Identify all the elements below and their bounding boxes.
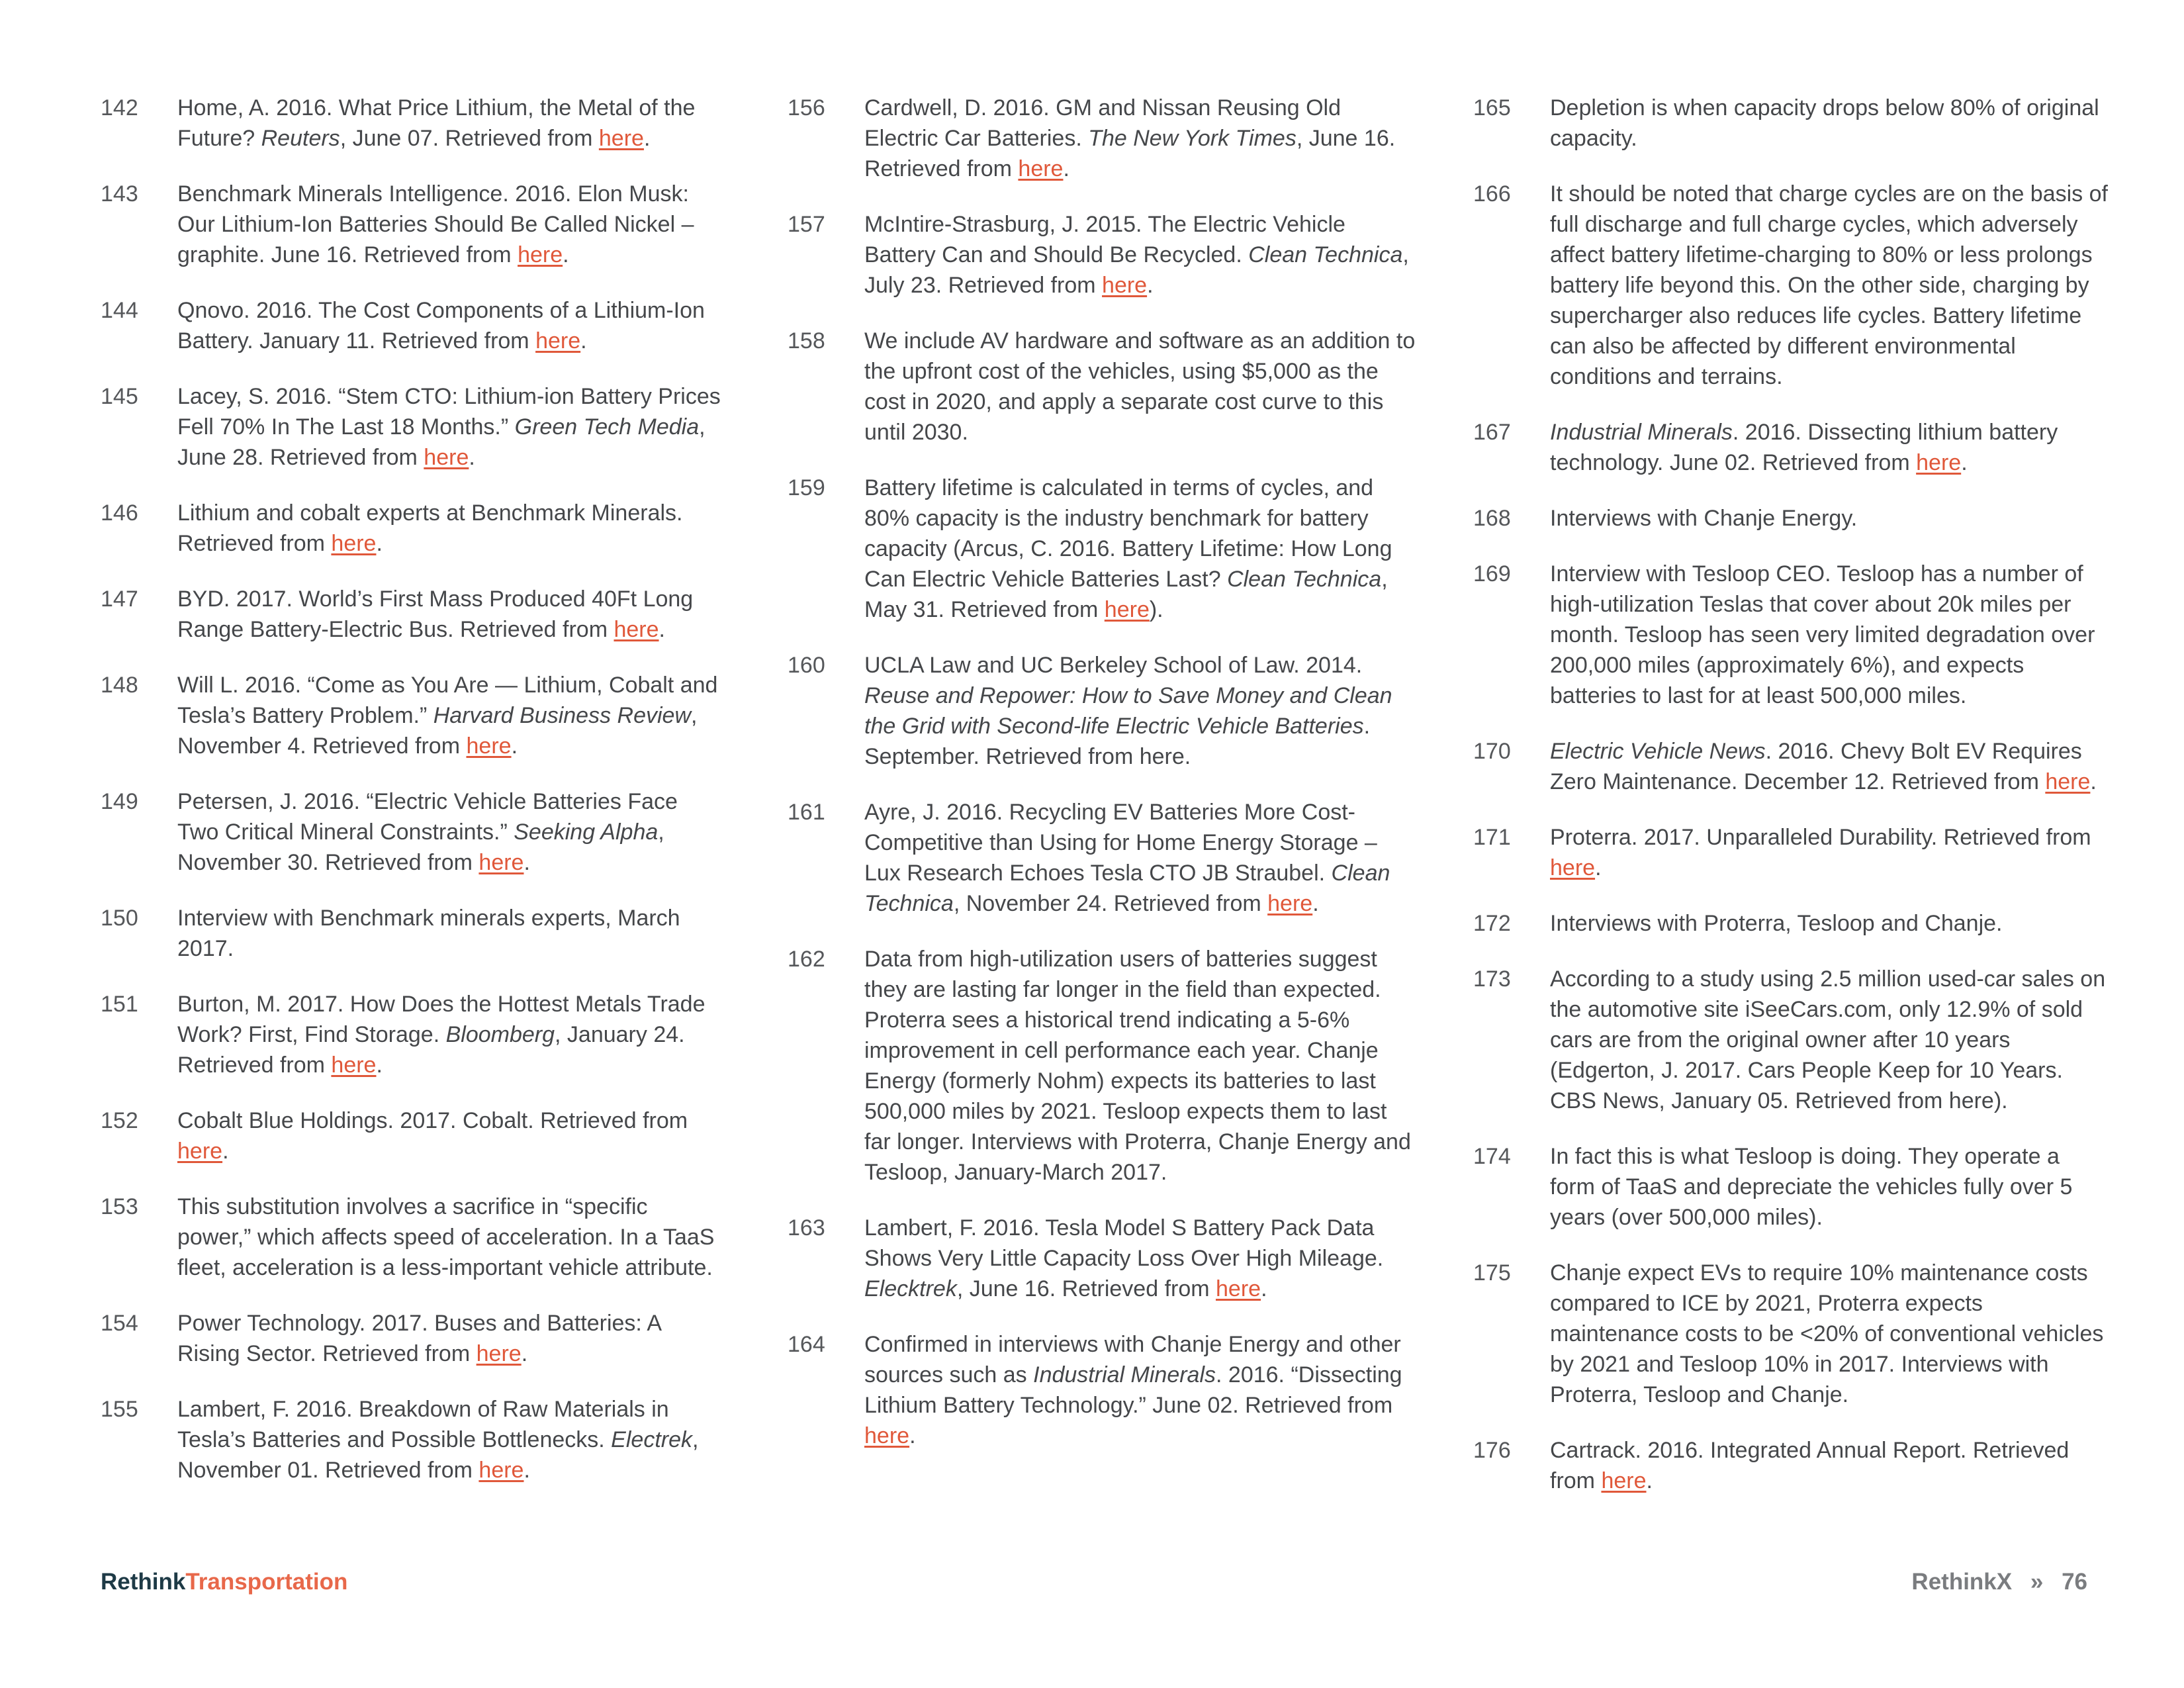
endnote-text [864, 944, 1416, 1188]
publication-title: The New York Times [1088, 126, 1297, 151]
note-text: , November 01. Retrieved from [177, 1427, 699, 1483]
note-text: Confirmed in interviews with Chanje Energy and other sources such as [864, 1332, 1401, 1387]
endnote-174 [1473, 1141, 2109, 1233]
note-text: ). [1149, 597, 1163, 622]
note-text: . [2090, 769, 2097, 794]
endnote-text [864, 1213, 1416, 1304]
endnote-text [864, 650, 1416, 772]
publication-title: Industrial Minerals [1550, 420, 1733, 445]
note-text: UCLA Law and UC Berkeley School of Law. 2014. [864, 653, 1363, 678]
reference-link[interactable]: here [1102, 273, 1148, 298]
endnote-149 [101, 786, 723, 878]
note-text: , June 28. Retrieved from [177, 414, 705, 470]
endnote-155 [101, 1394, 723, 1485]
endnote-157 [788, 209, 1416, 301]
endnote-text [1550, 93, 2109, 154]
reference-link[interactable]: here [2045, 769, 2091, 794]
reference-link[interactable]: here [331, 531, 377, 556]
note-text: , June 07. Retrieved from [340, 126, 599, 151]
endnote-text [177, 1308, 723, 1369]
endnote-163 [788, 1213, 1416, 1304]
endnote-number: 166 [1473, 181, 1511, 207]
endnote-166 [1473, 179, 2109, 392]
endnote-text [177, 498, 723, 559]
note-text: Lacey, S. 2016. “Stem CTO: Lithium-ion Battery Prices Fell 70% In The Last 18 Months.” [177, 384, 721, 440]
note-text: . [1147, 273, 1154, 298]
endnote-number: 169 [1473, 561, 1511, 586]
endnote-number: 154 [101, 1311, 138, 1336]
reference-link[interactable]: here [1550, 855, 1596, 880]
note-text: Burton, M. 2017. How Does the Hottest Metals Trade Work? First, Find Storage. [177, 992, 705, 1047]
endnote-159 [788, 473, 1416, 625]
note-text: . 2016. “Dissecting Lithium Battery Technology.” June 02. Retrieved from [864, 1362, 1402, 1418]
reference-link[interactable]: here [1018, 156, 1064, 181]
note-text: Interview with Tesloop CEO. Tesloop has a number of high-utilization Teslas that cover about 20k miles per month. Tesloop has seen very limited degradation over 200,000 miles (approximately 6%), and expects batteries to last for at least 500,000 miles. [1550, 561, 2095, 708]
note-text: , June 16. Retrieved from [956, 1276, 1216, 1301]
note-text: . September. Retrieved from here. [864, 714, 1371, 769]
endnote-number: 162 [788, 947, 825, 972]
page-number: 76 [2062, 1569, 2087, 1595]
endnote-173 [1473, 964, 2109, 1116]
endnote-text [1550, 179, 2109, 392]
endnote-number: 158 [788, 328, 825, 353]
note-text: Will L. 2016. “Come as You Are — Lithium, Cobalt and Tesla’s Battery Problem.” [177, 673, 718, 728]
publisher-name: RethinkX [1911, 1569, 2013, 1595]
endnote-number: 150 [101, 906, 138, 931]
endnote-154 [101, 1308, 723, 1369]
endnote-151 [101, 989, 723, 1080]
endnote-number: 143 [101, 181, 138, 207]
endnote-number: 170 [1473, 739, 1511, 764]
note-text: , June 16. Retrieved from [864, 126, 1396, 181]
note-text: Ayre, J. 2016. Recycling EV Batteries More Cost-Competitive than Using for Home Energy Storage – Lux Research Echoes Tesla CTO JB Straubel. [864, 800, 1377, 886]
brand-rethink: Rethink [101, 1569, 186, 1595]
endnote-143 [101, 179, 723, 270]
note-text: . [222, 1139, 229, 1164]
endnote-text [177, 989, 723, 1080]
note-text: Cartrack. 2016. Integrated Annual Report. Retrieved from [1550, 1438, 2070, 1493]
endnote-164 [788, 1329, 1416, 1451]
endnote-text [1550, 822, 2109, 883]
reference-link[interactable]: here [424, 445, 469, 470]
endnote-160 [788, 650, 1416, 772]
endnote-number: 159 [788, 475, 825, 500]
reference-link[interactable]: here [476, 1341, 522, 1366]
endnote-176 [1473, 1435, 2109, 1496]
note-text: Interviews with Proterra, Tesloop and Chanje. [1550, 911, 2003, 936]
endnote-text [177, 381, 723, 473]
reference-link[interactable]: here [864, 1423, 910, 1448]
note-text: Depletion is when capacity drops below 80% of original capacity. [1550, 95, 2099, 151]
endnote-number: 163 [788, 1215, 825, 1241]
endnote-text [177, 670, 723, 761]
reference-link[interactable]: here [1916, 450, 1962, 475]
endnote-number: 156 [788, 95, 825, 120]
note-text: Cobalt Blue Holdings. 2017. Cobalt. Retrieved from [177, 1108, 688, 1133]
endnote-146 [101, 498, 723, 559]
publication-title: Clean Technica [1248, 242, 1403, 267]
endnote-text [177, 1105, 723, 1166]
note-text: Benchmark Minerals Intelligence. 2016. Elon Musk: Our Lithium-Ion Batteries Should Be Called Nickel –graphite. June 16. Retrieved from [177, 181, 694, 267]
endnote-text [177, 903, 723, 964]
endnote-number: 145 [101, 384, 138, 409]
publication-title: Electric Vehicle News [1550, 739, 1766, 764]
note-text: . [909, 1423, 916, 1448]
note-text: It should be noted that charge cycles are on the basis of full discharge and full charge cycles, which adversely affect battery lifetime-charging to 80% or less prolongs battery life beyond this. On the other side, charging by supercharger also reduces life cycles. Battery lifetime can also be affected by different environmental conditions and terrains. [1550, 181, 2108, 389]
endnote-text [864, 93, 1416, 184]
note-text: Battery lifetime is calculated in terms of cycles, and 80% capacity is the industry benchmark for battery capacity (Arcus, C. 2016. Battery Lifetime: How Long Can Electric Vehicle Batteries Last? [864, 475, 1392, 592]
notes-column-3 [1473, 93, 2109, 1521]
publication-title: Harvard Business Review [433, 703, 691, 728]
note-text: In fact this is what Tesloop is doing. They operate a form of TaaS and depreciate the vehicles fully over 5 years (over 500,000 miles). [1550, 1144, 2073, 1230]
endnote-number: 164 [788, 1332, 825, 1357]
endnote-147 [101, 584, 723, 645]
reference-link[interactable]: here [598, 126, 644, 151]
endnote-142 [101, 93, 723, 154]
endnote-number: 146 [101, 500, 138, 526]
publication-title: Reuters [261, 126, 340, 151]
endnote-number: 152 [101, 1108, 138, 1133]
note-text: Lambert, F. 2016. Breakdown of Raw Materials in Tesla’s Batteries and Possible Bottlenecks. [177, 1397, 669, 1452]
note-text: . [580, 328, 587, 353]
endnote-text [177, 1394, 723, 1485]
note-text: . [511, 733, 518, 759]
publication-title: Industrial Minerals [1033, 1362, 1216, 1387]
endnote-168 [1473, 503, 2109, 534]
reference-link[interactable]: here [518, 242, 563, 267]
note-text: . [659, 617, 665, 642]
endnote-text [1550, 1141, 2109, 1233]
publication-title: Reuse and Repower: How to Save Money and Clean the Grid with Second-life Electric Vehicle Batteries [864, 683, 1392, 739]
note-text: , July 23. Retrieved from [864, 242, 1409, 298]
note-text: McIntire-Strasburg, J. 2015. The Electric Vehicle Battery Can and Should Be Recycled. [864, 212, 1345, 267]
endnote-172 [1473, 908, 2109, 939]
endnote-text [1550, 908, 2109, 939]
note-text: . [376, 531, 383, 556]
note-text: . 2016. Dissecting lithium battery technology. June 02. Retrieved from [1550, 420, 2058, 475]
endnote-text [1550, 417, 2109, 478]
endnote-171 [1473, 822, 2109, 883]
endnote-text [177, 93, 723, 154]
endnote-150 [101, 903, 723, 964]
endnote-161 [788, 797, 1416, 919]
endnote-number: 144 [101, 298, 138, 323]
note-text: . [1646, 1468, 1653, 1493]
endnote-number: 174 [1473, 1144, 1511, 1169]
endnote-text [177, 295, 723, 356]
endnote-text [1550, 1435, 2109, 1496]
note-text: Power Technology. 2017. Buses and Batteries: A Rising Sector. Retrieved from [177, 1311, 661, 1366]
reference-link[interactable]: here [1216, 1276, 1261, 1301]
note-text: This substitution involves a sacrifice in “specific power,” which affects speed of acceleration. In a TaaS fleet, acceleration is a less-important vehicle attribute. [177, 1194, 715, 1280]
footer-separator: » [2030, 1569, 2044, 1595]
endnote-text [177, 179, 723, 270]
endnote-text [864, 1329, 1416, 1451]
note-text: . [523, 1458, 530, 1483]
endnote-text [177, 584, 723, 645]
endnote-text [864, 209, 1416, 301]
endnote-number: 176 [1473, 1438, 1511, 1463]
note-text: Interview with Benchmark minerals experts, March 2017. [177, 906, 680, 961]
endnote-167 [1473, 417, 2109, 478]
endnote-text [1550, 559, 2109, 711]
note-text: , May 31. Retrieved from [864, 567, 1388, 622]
endnote-text [177, 1192, 723, 1283]
endnote-158 [788, 326, 1416, 447]
endnote-number: 165 [1473, 95, 1511, 120]
notes-column-1 [101, 93, 723, 1511]
note-text: . [643, 126, 651, 151]
endnote-number: 151 [101, 992, 138, 1017]
note-text: Home, A. 2016. What Price Lithium, the Metal of the Future? [177, 95, 696, 151]
note-text: . [1261, 1276, 1267, 1301]
endnote-156 [788, 93, 1416, 184]
reference-link[interactable]: here [466, 733, 512, 759]
note-text: Interviews with Chanje Energy. [1550, 506, 1858, 531]
note-text: Cardwell, D. 2016. GM and Nissan Reusing Old Electric Car Batteries. [864, 95, 1341, 151]
endnote-145 [101, 381, 723, 473]
endnote-number: 171 [1473, 825, 1511, 850]
reference-link[interactable]: here [535, 328, 581, 353]
note-text: , January 24. Retrieved from [177, 1022, 685, 1078]
endnote-number: 155 [101, 1397, 138, 1422]
endnote-number: 175 [1473, 1260, 1511, 1286]
note-text: Chanje expect EVs to require 10% maintenance costs compared to ICE by 2021, Proterra expects maintenance costs to be <20% of conventional vehicles by 2021 and Tesloop 10% in 2017. Interviews with Proterra, Tesloop and Chanje. [1550, 1260, 2104, 1407]
endnote-165 [1473, 93, 2109, 154]
endnote-number: 173 [1473, 966, 1511, 992]
endnote-153 [101, 1192, 723, 1283]
note-text: , November 4. Retrieved from [177, 703, 698, 759]
endnote-number: 172 [1473, 911, 1511, 936]
note-text: . [376, 1053, 383, 1078]
footer-page-info [1899, 1568, 2087, 1597]
reference-link[interactable]: here [478, 1458, 524, 1483]
endnote-number: 147 [101, 586, 138, 612]
reference-link[interactable]: here [1104, 597, 1150, 622]
note-text: Proterra. 2017. Unparalleled Durability. Retrieved from [1550, 825, 2091, 850]
note-text: , November 30. Retrieved from [177, 820, 664, 875]
note-text: . [469, 445, 475, 470]
reference-link[interactable]: here [1267, 891, 1313, 916]
endnote-169 [1473, 559, 2109, 711]
note-text: Petersen, J. 2016. “Electric Vehicle Batteries Face Two Critical Mineral Constraints.” [177, 789, 678, 845]
note-text: Qnovo. 2016. The Cost Components of a Lithium-Ion Battery. January 11. Retrieved from [177, 298, 705, 353]
publication-title: Clean Technica [1227, 567, 1382, 592]
note-text: . [1063, 156, 1069, 181]
endnote-text [1550, 503, 2109, 534]
endnote-number: 168 [1473, 506, 1511, 531]
footer-brand [101, 1568, 347, 1597]
publication-title: Electrek [611, 1427, 692, 1452]
brand-transportation: Transportation [185, 1569, 348, 1595]
endnote-number: 148 [101, 673, 138, 698]
note-text: BYD. 2017. World’s First Mass Produced 40Ft Long Range Battery-Electric Bus. Retrieved from [177, 586, 694, 642]
reference-link[interactable]: here [1601, 1468, 1647, 1493]
publication-title: Green Tech Media [514, 414, 700, 440]
note-text: . [521, 1341, 528, 1366]
endnote-number: 153 [101, 1194, 138, 1219]
note-text: We include AV hardware and software as an addition to the upfront cost of the vehicles, using $5,000 as the cost in 2020, and apply a separate cost curve to this until 2030. [864, 328, 1416, 445]
note-text: . [1961, 450, 1968, 475]
endnote-number: 149 [101, 789, 138, 814]
reference-link[interactable]: here [331, 1053, 377, 1078]
publication-title: Elecktrek [864, 1276, 957, 1301]
note-text: According to a study using 2.5 million used-car sales on the automotive site iSeeCars.com, only 12.9% of sold cars are from the original owner after 10 years (Edgerton, J. 2017. Cars People Keep for 10 Years. CBS News, January 05. Retrieved from here). [1550, 966, 2106, 1113]
endnote-text [1550, 736, 2109, 797]
endnote-number: 160 [788, 653, 825, 678]
endnote-number: 161 [788, 800, 825, 825]
endnote-number: 167 [1473, 420, 1511, 445]
endnote-text [864, 326, 1416, 447]
reference-link[interactable]: here [478, 850, 524, 875]
note-text: Data from high-utilization users of batteries suggest they are lasting far longer in the field than expected. Proterra sees a historical trend indicating a 5-6% improvement in cell performance each year. Chanje Energy (formerly Nohm) expects its batteries to last 500,000 miles by 2021. Tesloop expects them to last far longer. Interviews with Proterra, Chanje Energy and Tesloop, January-March 2017. [864, 947, 1411, 1185]
notes-column-2 [788, 93, 1416, 1476]
endnote-text [864, 473, 1416, 625]
publication-title: Seeking Alpha [514, 820, 659, 845]
note-text: . [523, 850, 530, 875]
endnote-170 [1473, 736, 2109, 797]
endnote-152 [101, 1105, 723, 1166]
note-text: Lambert, F. 2016. Tesla Model S Battery Pack Data Shows Very Little Capacity Loss Over High Mileage. [864, 1215, 1384, 1271]
reference-link[interactable]: here [177, 1139, 223, 1164]
reference-link[interactable]: here [614, 617, 659, 642]
endnote-number: 142 [101, 95, 138, 120]
note-text: , November 24. Retrieved from [953, 891, 1268, 916]
endnote-148 [101, 670, 723, 761]
publication-title: Clean Technica [864, 861, 1390, 916]
endnote-162 [788, 944, 1416, 1188]
note-text: . [1312, 891, 1319, 916]
note-text: . 2016. Chevy Bolt EV Requires Zero Maintenance. December 12. Retrieved from [1550, 739, 2082, 794]
endnote-text [864, 797, 1416, 919]
endnote-text [1550, 1258, 2109, 1410]
note-text: . [563, 242, 569, 267]
endnote-number: 157 [788, 212, 825, 237]
endnote-text [177, 786, 723, 878]
endnote-text [1550, 964, 2109, 1116]
note-text: Lithium and cobalt experts at Benchmark Minerals. Retrieved from [177, 500, 683, 556]
endnote-144 [101, 295, 723, 356]
endnote-175 [1473, 1258, 2109, 1410]
note-text: . [1595, 855, 1602, 880]
publication-title: Bloomberg [445, 1022, 555, 1047]
